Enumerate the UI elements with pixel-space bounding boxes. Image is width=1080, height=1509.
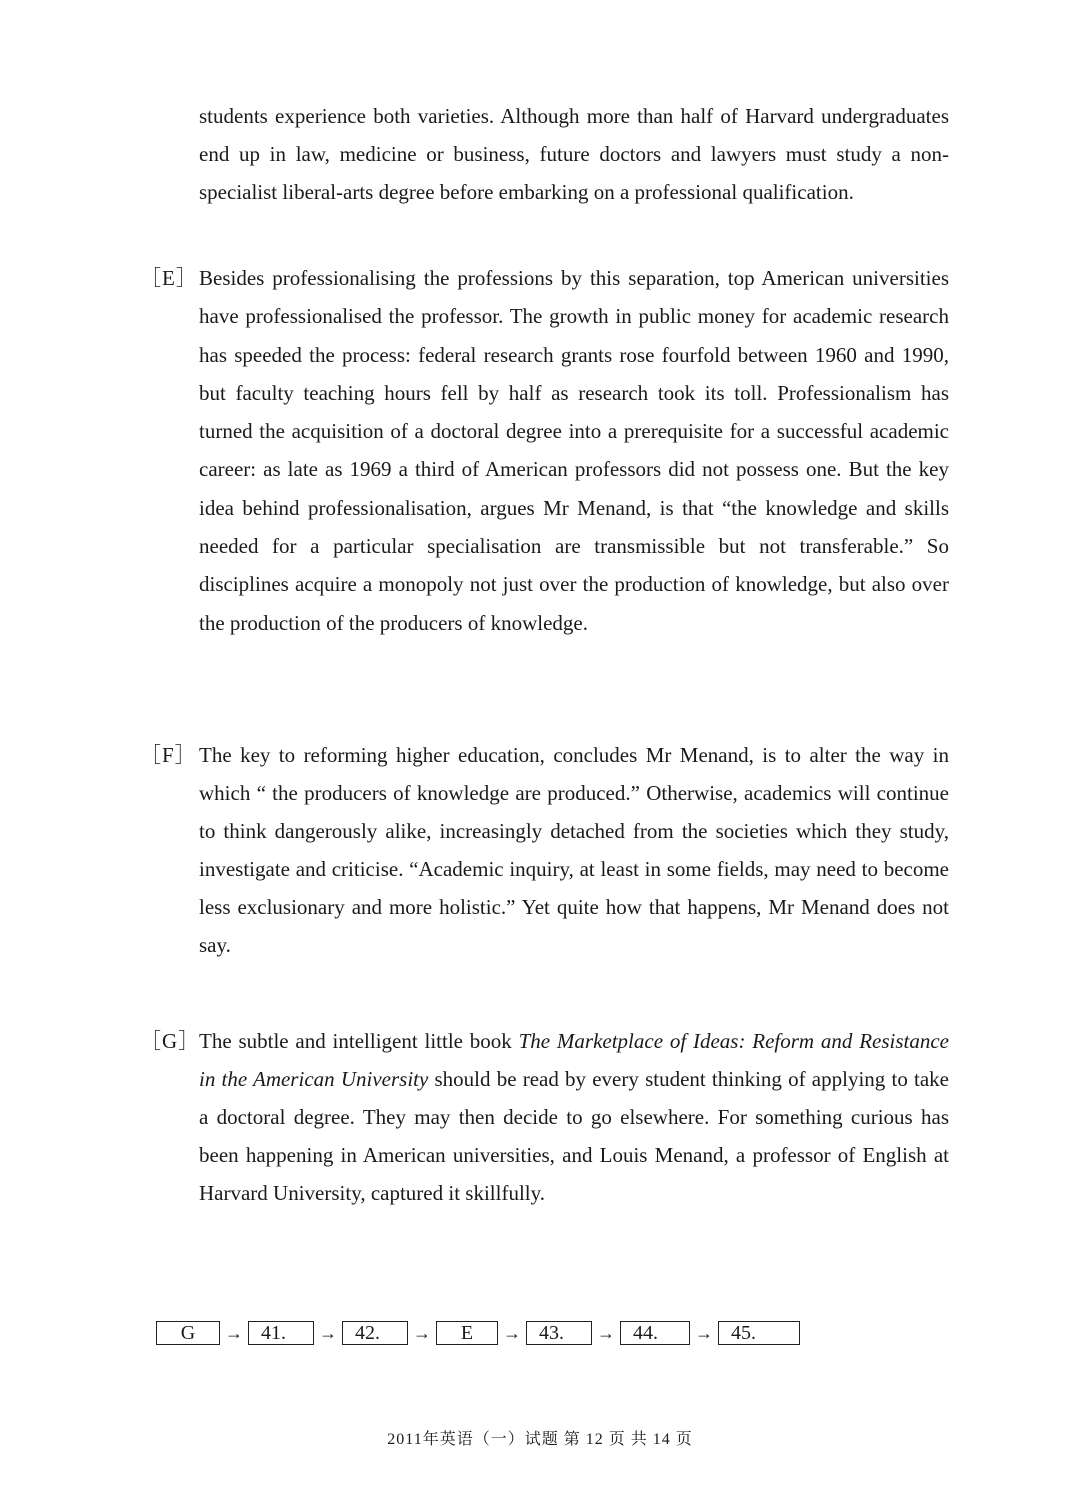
paragraph-g — [199, 1022, 949, 1212]
ordering-sequence — [156, 1320, 800, 1346]
paragraph-label-e: ［E］ — [140, 266, 198, 290]
sequence-box-6[interactable]: 44. — [620, 1321, 690, 1345]
paragraph-d-continued: students experience both varieties. Although more than half of Harvard undergraduates end up in law, medicine or business, future doctors and lawyers must study a non-specialist liberal-arts degree before embarking on a professional qualification. — [199, 104, 949, 204]
arrow-icon: → — [503, 1323, 521, 1343]
paragraph-label-f: ［F］ — [140, 743, 197, 767]
paragraph-g-text-after: should be read by every student thinking of applying to take a doctoral degree. They may then decide to go elsewhere. For something curious has been happening in American universities, and Louis Menand, a professor of English at Harvard University, captured it skillfully. — [199, 1067, 949, 1205]
arrow-icon: → — [597, 1323, 615, 1343]
sequence-box-5[interactable]: 43. — [526, 1321, 592, 1345]
paragraph-e: Besides professionalising the professions by this separation, top American universities have professionalised the professor. The growth in public money for academic research has speeded the process: federal research grants rose fourfold between 1960 and 1990, but faculty teaching hours fell by half as research took its toll. Professionalism has turned the acquisition of a doctoral degree into a prerequisite for a successful academic career: as late as 1969 a third of American professors did not possess one. But the key idea behind professionalisation, argues Mr Menand, is that “the knowledge and skills needed for a particular specialisation are transmissible but not transferable.” So disciplines acquire a monopoly not just over the production of knowledge, but also over the production of the producers of knowledge. — [199, 266, 949, 635]
page-footer: 2011年英语（一）试题 第 12 页 共 14 页 — [387, 1431, 693, 1448]
book-title: The Marketplace of Ideas: Reform and Resistance in the American University — [199, 1029, 949, 1091]
sequence-box-2[interactable]: 41. — [248, 1321, 314, 1345]
paragraph-label-g: ［G］ — [140, 1029, 201, 1053]
sequence-box-7[interactable]: 45. — [718, 1321, 800, 1345]
arrow-icon: → — [413, 1323, 431, 1343]
paragraph-f: The key to reforming higher education, concludes Mr Menand, is to alter the way in which “ the producers of knowledge are produced.” Otherwise, academics will continue to think dangerously alike, increasingly detached from the societies which they study, investigate and criticise. “Academic inquiry, at least in some fields, may need to become less exclusionary and more holistic.” Yet quite how that happens, Mr Menand does not say. — [199, 743, 949, 957]
arrow-icon: → — [695, 1323, 713, 1343]
arrow-icon: → — [319, 1323, 337, 1343]
arrow-icon: → — [225, 1323, 243, 1343]
paragraph-g-text-before: The subtle and intelligent little book — [199, 1029, 519, 1053]
sequence-box-1: G — [156, 1321, 220, 1345]
sequence-box-4: E — [436, 1321, 498, 1345]
sequence-box-3[interactable]: 42. — [342, 1321, 408, 1345]
